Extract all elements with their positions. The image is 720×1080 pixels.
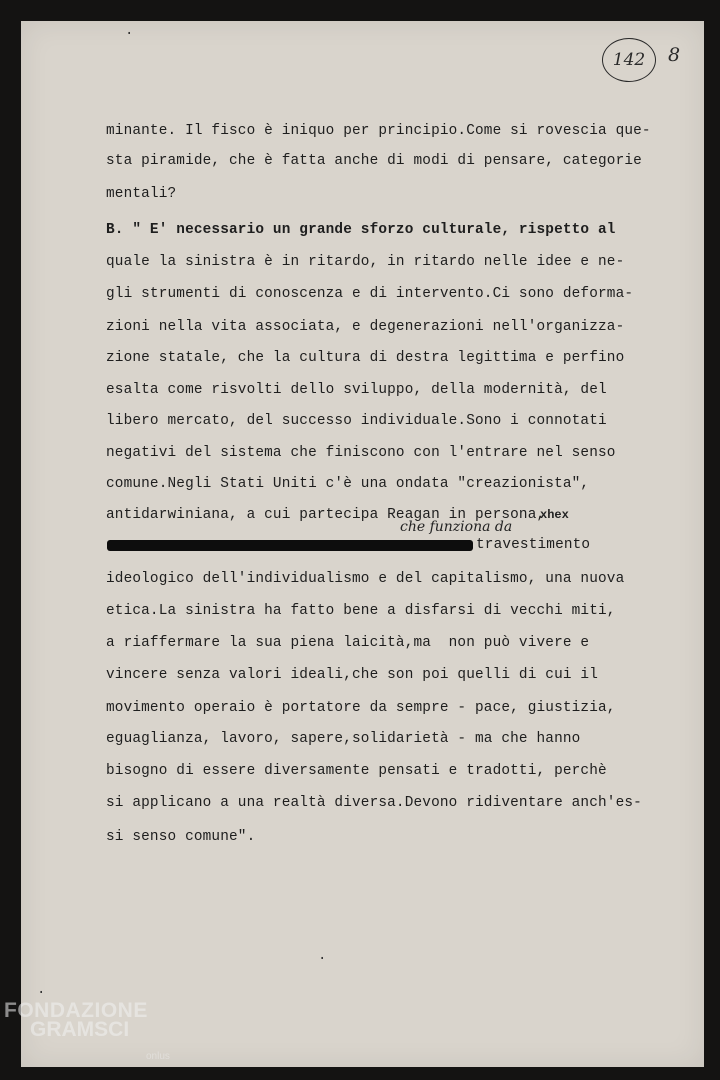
paper-speck: ·: [318, 951, 327, 967]
archive-watermark: FONDAZIONE: [4, 999, 148, 1022]
archive-number-stamp: [602, 38, 656, 82]
text-line: ideologico dell'individualismo e del capitalismo, una nuova: [106, 571, 625, 587]
paper-speck: ·: [37, 985, 46, 1001]
text-line: etica.La sinistra ha fatto bene a disfarsi di vecchi miti,: [106, 603, 616, 619]
text-line: bisogno di essere diversamente pensati e tradotti, perchè: [106, 763, 607, 779]
text-line: zioni nella vita associata, e degenerazioni nell'organizza-: [106, 319, 625, 335]
text-line: comune.Negli Stati Uniti c'è una ondata "creazionista",: [106, 476, 590, 492]
text-line: antidarwiniana, a cui partecipa Reagan in persona,: [106, 507, 546, 523]
text-line: si applicano a una realtà diversa.Devono ridiventare anch'es-: [106, 795, 642, 811]
text-line: movimento operaio è portatore da sempre - pace, giustizia,: [106, 700, 616, 716]
struck-word: xhex: [540, 508, 569, 522]
text-line: mentali?: [106, 186, 177, 202]
handwritten-insert: che funziona da: [400, 519, 513, 535]
text-line: negativi del sistema che finiscono con l'entrare nel senso: [106, 445, 616, 461]
text-line: zione statale, che la cultura di destra legittima e perfino: [106, 350, 625, 366]
text-line: libero mercato, del successo individuale.Sono i connotati: [106, 413, 607, 429]
archive-watermark-suffix: onlus: [146, 1051, 170, 1062]
text-line: gli strumenti di conoscenza e di intervento.Ci sono deforma-: [106, 286, 634, 302]
archive-number: 142: [612, 50, 646, 70]
redaction-bar: [107, 540, 473, 551]
text-line: B. " E' necessario un grande sforzo culturale, rispetto al: [106, 222, 616, 238]
page-number: 8: [668, 44, 681, 66]
paper-speck: ·: [125, 26, 134, 42]
text-line: eguaglianza, lavoro, sapere,solidarietà - ma che hanno: [106, 731, 581, 747]
text-line: travestimento: [476, 537, 591, 553]
text-line: a riaffermare la sua piena laicità,ma non può vivere e: [106, 635, 590, 651]
text-line: minante. Il fisco è iniquo per principio.Come si rovescia que-: [106, 123, 651, 139]
text-line: quale la sinistra è in ritardo, in ritardo nelle idee e ne-: [106, 254, 625, 270]
text-line: vincere senza valori ideali,che son poi quelli di cui il: [106, 667, 599, 683]
archive-watermark-name: GRAMSCI: [30, 1018, 130, 1041]
text-line: sta piramide, che è fatta anche di modi di pensare, categorie: [106, 153, 642, 169]
text-line: esalta come risvolti dello sviluppo, della modernità, del: [106, 382, 607, 398]
text-line: si senso comune".: [106, 829, 256, 845]
